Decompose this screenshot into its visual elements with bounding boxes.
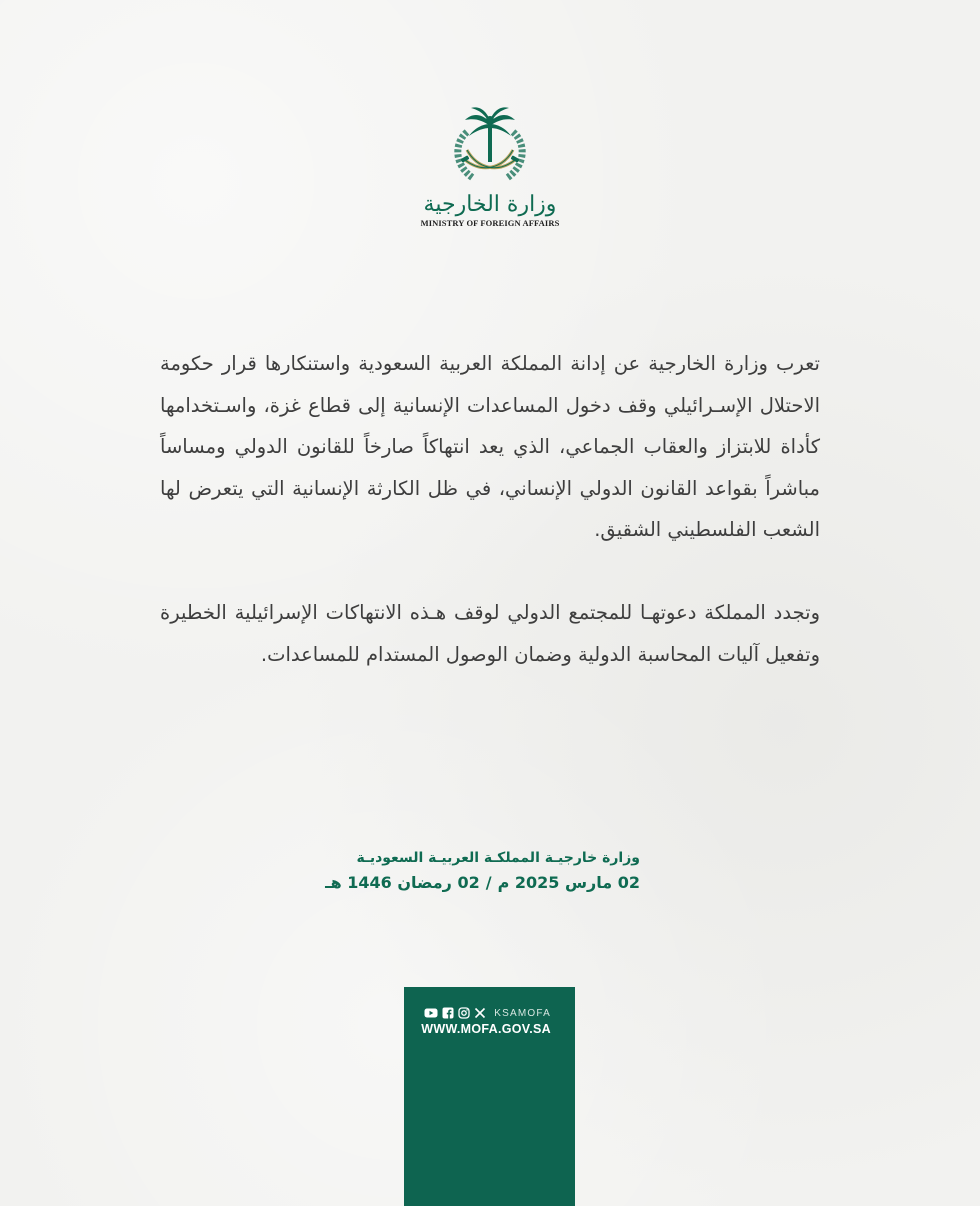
statement-paragraph-1: تعرب وزارة الخارجية عن إدانة المملكة العربية السعودية واستنكارها قرار حكومة الاحتلال الإسـرائيلي وقف دخول المساعدات الإنسانية إلى قطاع غزة، واسـتخدامها كأداة للابتزاز والعقاب الجماعي، الذي يعد انتهاكاً صارخاً للقانون الدولي ومساساً مباشراً بقواعد القانون الدولي الإنساني، في ظل الكارثة الإنسانية التي يتعرض لها الشعب الفلسطيني الشقيق. [160,352,820,541]
ministry-arabic-name: وزارة الخارجية [423,192,557,217]
date-separator: / [485,873,492,892]
footer-panel [404,987,575,1206]
ministry-logo [410,104,570,244]
social-row [424,1006,551,1020]
date-hijri: 02 رمضان 1446 هـ [325,873,480,892]
x-icon[interactable] [474,1007,486,1019]
website-link[interactable]: WWW.MOFA.GOV.SA [421,1022,551,1036]
saudi-emblem-icon [445,104,535,188]
ministry-english-name: MINISTRY OF FOREIGN AFFAIRS [420,218,560,228]
signature-block [320,846,640,896]
signature-date [320,870,640,896]
facebook-icon[interactable] [442,1007,454,1019]
social-handle[interactable]: KSAMOFA [494,1007,551,1019]
youtube-icon[interactable] [424,1007,438,1019]
date-gregorian: 02 مارس 2025 م [497,873,640,892]
signature-organization: وزارة خارجيـة المملكـة العربيـة السعوديـة [356,850,640,866]
statement-body [160,343,820,675]
statement-paragraph-2: وتجدد المملكة دعوتهـا للمجتمع الدولي لوقف هـذه الانتهاكات الإسرائيلية الخطيرة وتفعيل آليات المحاسبة الدولية وضمان الوصول المستدام للمساعدات. [160,601,820,666]
instagram-icon[interactable] [458,1007,470,1019]
